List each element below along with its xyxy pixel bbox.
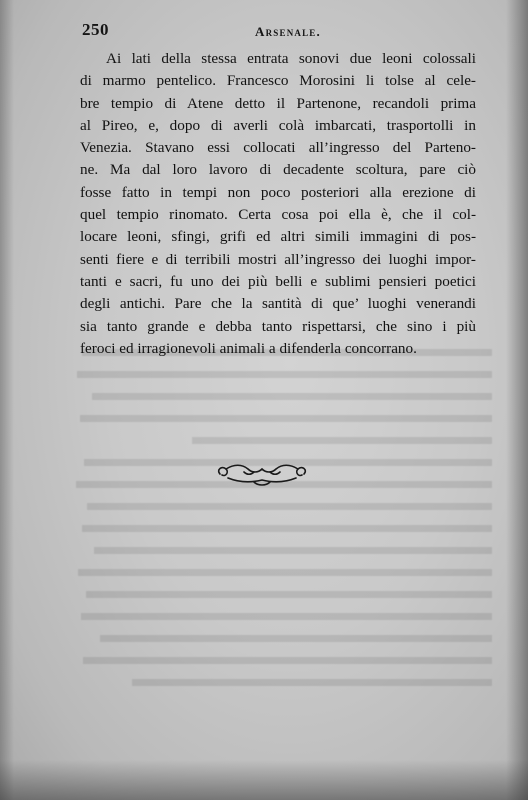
page-left-shadow <box>0 0 14 800</box>
text-line: fosse fatto in tempi non poco posteriori alla erezione di <box>80 183 476 201</box>
body-paragraph <box>80 48 476 360</box>
text-line: ne. Ma dal loro lavoro di decadente scoltura, pare ciò <box>80 161 476 179</box>
text-line: Venezia. Stavano essi collocati all’ingresso del Parteno- <box>80 139 476 157</box>
page-bottom-shadow <box>0 760 528 800</box>
text-line: sia tanto grande e debba tanto rispettarsi, che sino i più <box>80 317 476 335</box>
page-right-shadow <box>506 0 528 800</box>
text-line: degli antichi. Pare che la santità di que’ luoghi venerandi <box>80 295 476 313</box>
tailpiece-ornament-icon <box>214 462 310 488</box>
show-through-texture <box>72 345 492 705</box>
page-number: 250 <box>82 20 109 39</box>
text-line: Ai lati della stessa entrata sonovi due leoni colossali <box>106 50 476 67</box>
text-line: quel tempio rinomato. Certa cosa poi ella è, che il col- <box>80 206 476 224</box>
text-line: locare leoni, sfingi, grifi ed altri simili immagini di pos- <box>80 228 476 246</box>
text-line: tanti e sacri, fu uno dei più belli e sublimi pensieri poetici <box>80 272 476 290</box>
text-line: di marmo pentelico. Francesco Morosini li tolse al cele- <box>80 72 476 90</box>
text-line: bre tempio di Atene detto il Partenone, recandoli prima <box>80 94 476 112</box>
running-head: Arsenale. <box>255 24 321 39</box>
text-line: senti fiere e di terribili mostri all’ingresso dei luoghi impor- <box>80 250 476 268</box>
text-line: feroci ed irragionevoli animali a difenderla concorrano. <box>80 339 417 357</box>
text-line: al Pireo, e, dopo di averli colà imbarcati, trasportolli in <box>80 116 476 134</box>
